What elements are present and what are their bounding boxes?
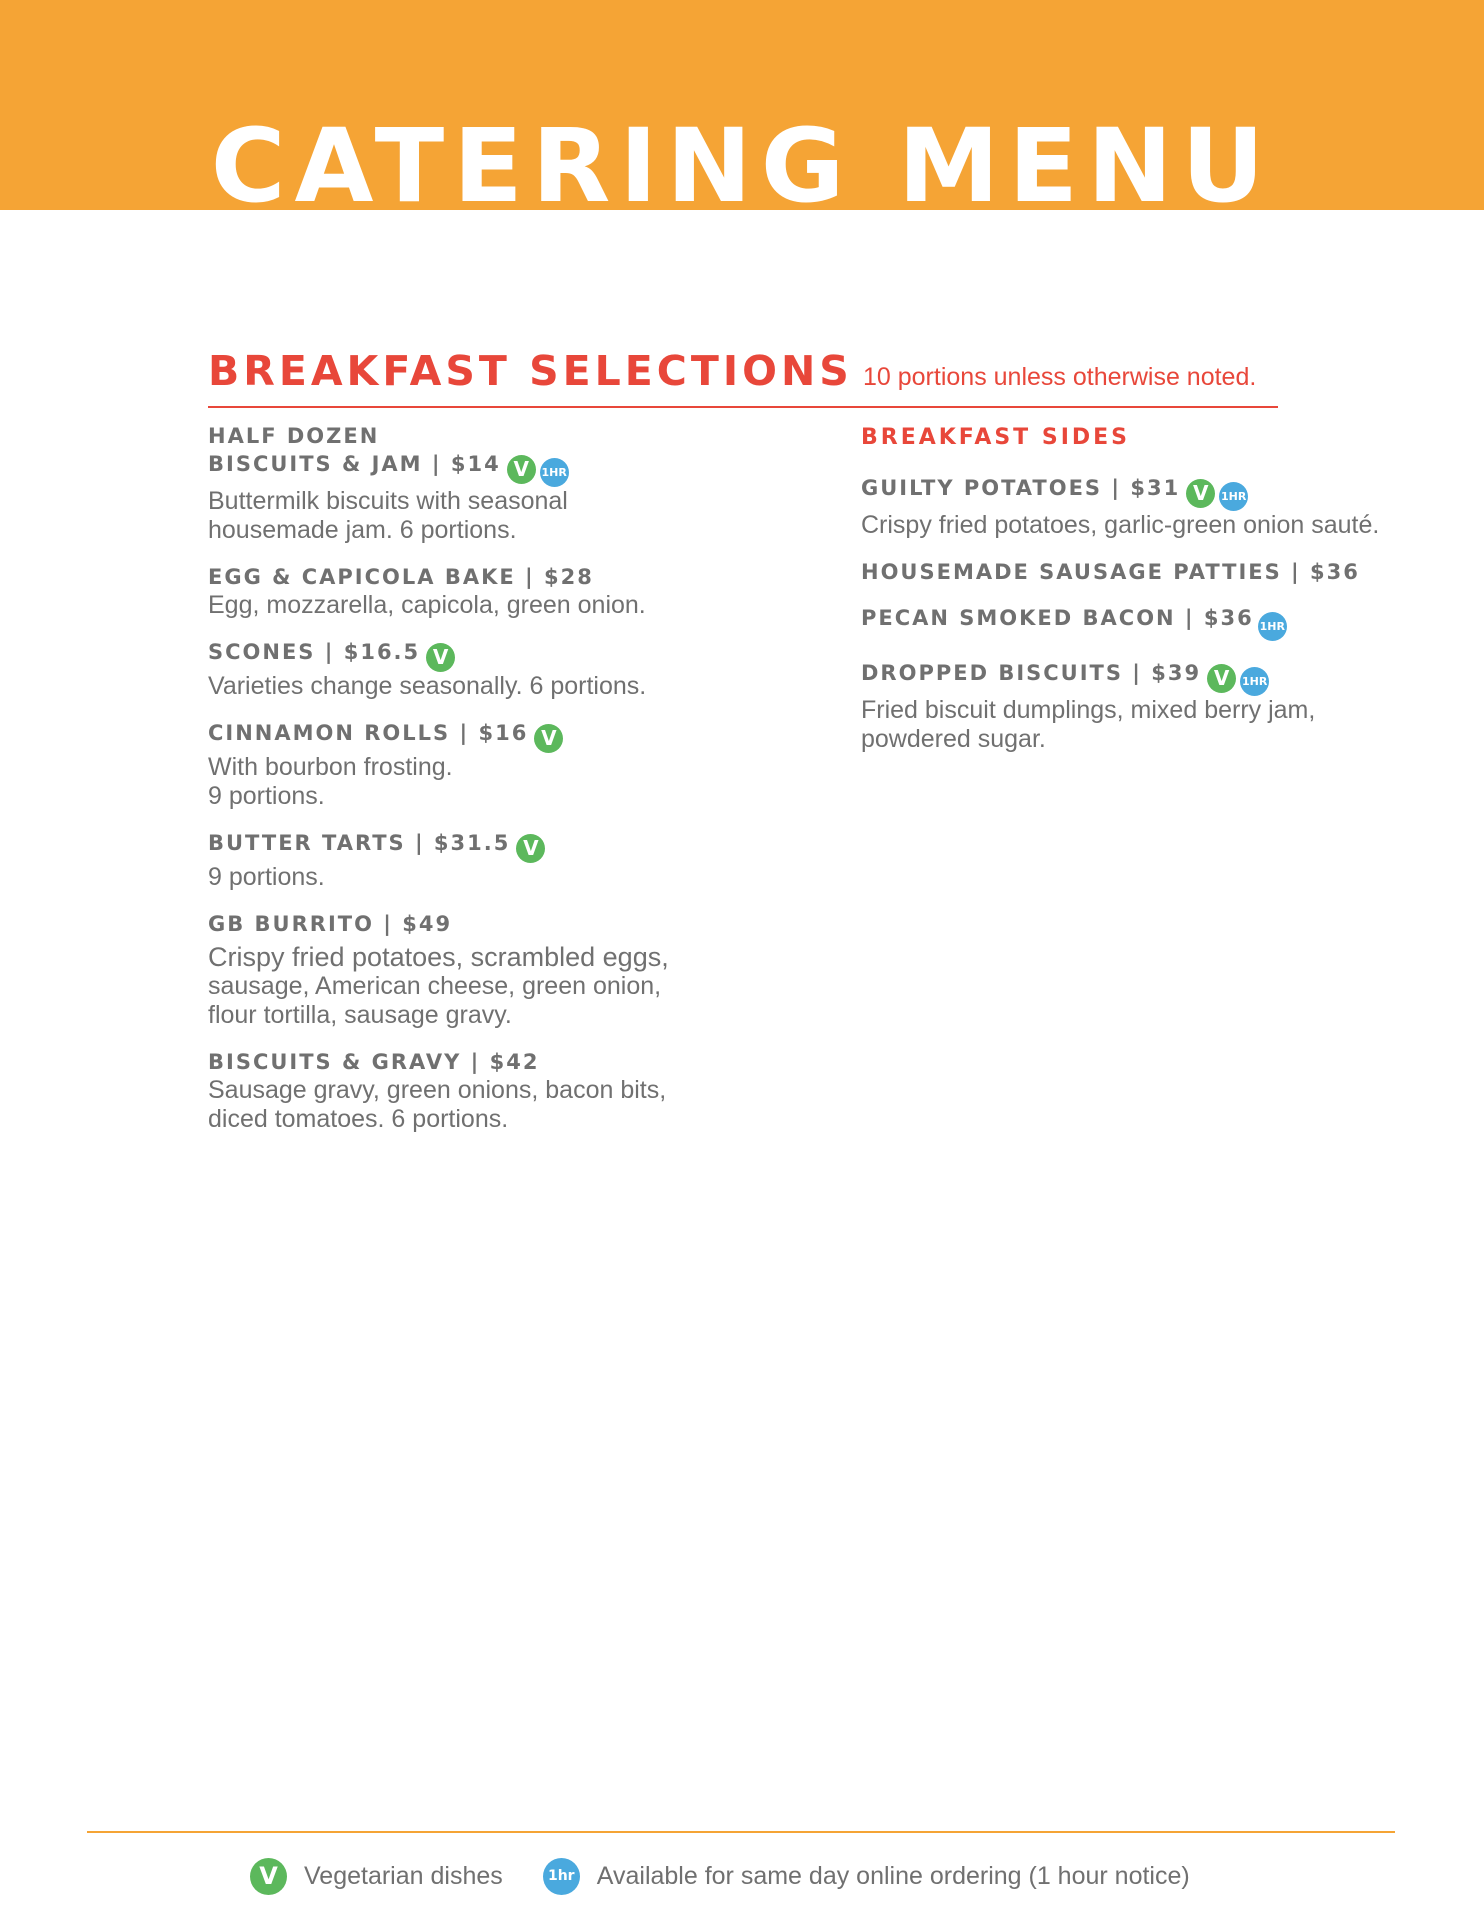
menu-item: [208, 563, 768, 620]
sides-title: BREAKFAST SIDES: [861, 425, 1131, 450]
vegetarian-icon: V: [1186, 479, 1215, 508]
header-banner: [0, 0, 1484, 210]
menu-item: [208, 719, 768, 811]
item-description: Egg, mozzarella, capicola, green onion.: [208, 591, 646, 619]
one-hour-icon: 1HR: [1240, 667, 1269, 696]
item-description: With bourbon frosting.: [208, 753, 453, 781]
legend-one-hour-label: Available for same day online ordering (1 hour notice): [596, 1861, 1190, 1890]
item-description: Crispy fried potatoes, garlic-green onion sauté.: [861, 511, 1380, 539]
item-description: Buttermilk biscuits with seasonal: [208, 487, 568, 515]
menu-item: [208, 910, 768, 1030]
one-hour-icon: 1HR: [1219, 482, 1248, 511]
vegetarian-icon: V: [250, 1858, 287, 1895]
item-title: HOUSEMADE SAUSAGE PATTIES | $36: [861, 560, 1360, 584]
legend-vegetarian-label: Vegetarian dishes: [304, 1861, 503, 1890]
item-description: powdered sugar.: [861, 725, 1046, 753]
item-title-text: GUILTY POTATOES | $31: [861, 476, 1181, 500]
menu-title: CATERING MENU: [210, 107, 1274, 210]
menu-item: [861, 604, 1461, 641]
item-title: [208, 719, 768, 753]
vegetarian-icon: V: [426, 643, 455, 672]
vegetarian-icon: V: [534, 724, 563, 753]
item-title-text: DROPPED BISCUITS | $39: [861, 661, 1202, 685]
item-title-text: SCONES | $16.5: [208, 640, 421, 664]
vegetarian-icon: V: [507, 455, 536, 484]
item-description: Varieties change seasonally. 6 portions.: [208, 672, 647, 700]
item-description: 9 portions.: [208, 782, 325, 810]
item-title: HALF DOZEN: [208, 424, 380, 448]
menu-item: [208, 638, 768, 701]
item-title: GB BURRITO | $49: [208, 912, 453, 936]
item-description: Fried biscuit dumplings, mixed berry jam,: [861, 696, 1316, 724]
item-description: 9 portions.: [208, 863, 325, 891]
item-title: [208, 829, 768, 863]
item-title: [208, 450, 768, 487]
item-description: housemade jam. 6 portions.: [208, 516, 517, 544]
breakfast-selections-column: [208, 422, 768, 1152]
one-hour-icon: 1HR: [1258, 612, 1287, 641]
section-title: BREAKFAST SELECTIONS: [208, 347, 853, 395]
item-description: flour tortilla, sausage gravy.: [208, 1001, 512, 1029]
item-title-text: CINNAMON ROLLS | $16: [208, 721, 529, 745]
item-title-text: PECAN SMOKED BACON | $36: [861, 606, 1254, 630]
item-title: EGG & CAPICOLA BAKE | $28: [208, 565, 594, 589]
section-note: 10 portions unless otherwise noted.: [863, 363, 1257, 391]
item-title-text: BUTTER TARTS | $31.5: [208, 831, 511, 855]
item-title: [861, 604, 1461, 641]
item-description: sausage, American cheese, green onion,: [208, 972, 662, 1000]
breakfast-sides-column: [861, 424, 1461, 772]
item-description: diced tomatoes. 6 portions.: [208, 1105, 509, 1133]
menu-item: [861, 474, 1461, 540]
section-header: [208, 348, 1278, 408]
one-hour-icon: 1hr: [543, 1858, 580, 1895]
item-title: [861, 474, 1461, 511]
legend: [250, 1856, 1190, 1896]
item-title: [208, 638, 768, 672]
menu-item: [208, 829, 768, 892]
item-title-text: BISCUITS & JAM | $14: [208, 452, 501, 476]
menu-item: [208, 1048, 768, 1134]
menu-item: [208, 422, 768, 545]
menu-item: [861, 659, 1461, 754]
one-hour-icon: 1HR: [540, 458, 569, 487]
vegetarian-icon: V: [1207, 664, 1236, 693]
item-description: Crispy fried potatoes, scrambled eggs,: [208, 942, 669, 972]
menu-item: [861, 558, 1461, 586]
item-title: [861, 659, 1461, 696]
vegetarian-icon: V: [516, 834, 545, 863]
item-title: BISCUITS & GRAVY | $42: [208, 1050, 540, 1074]
item-description: Sausage gravy, green onions, bacon bits,: [208, 1076, 667, 1104]
footer-divider: [87, 1831, 1395, 1833]
